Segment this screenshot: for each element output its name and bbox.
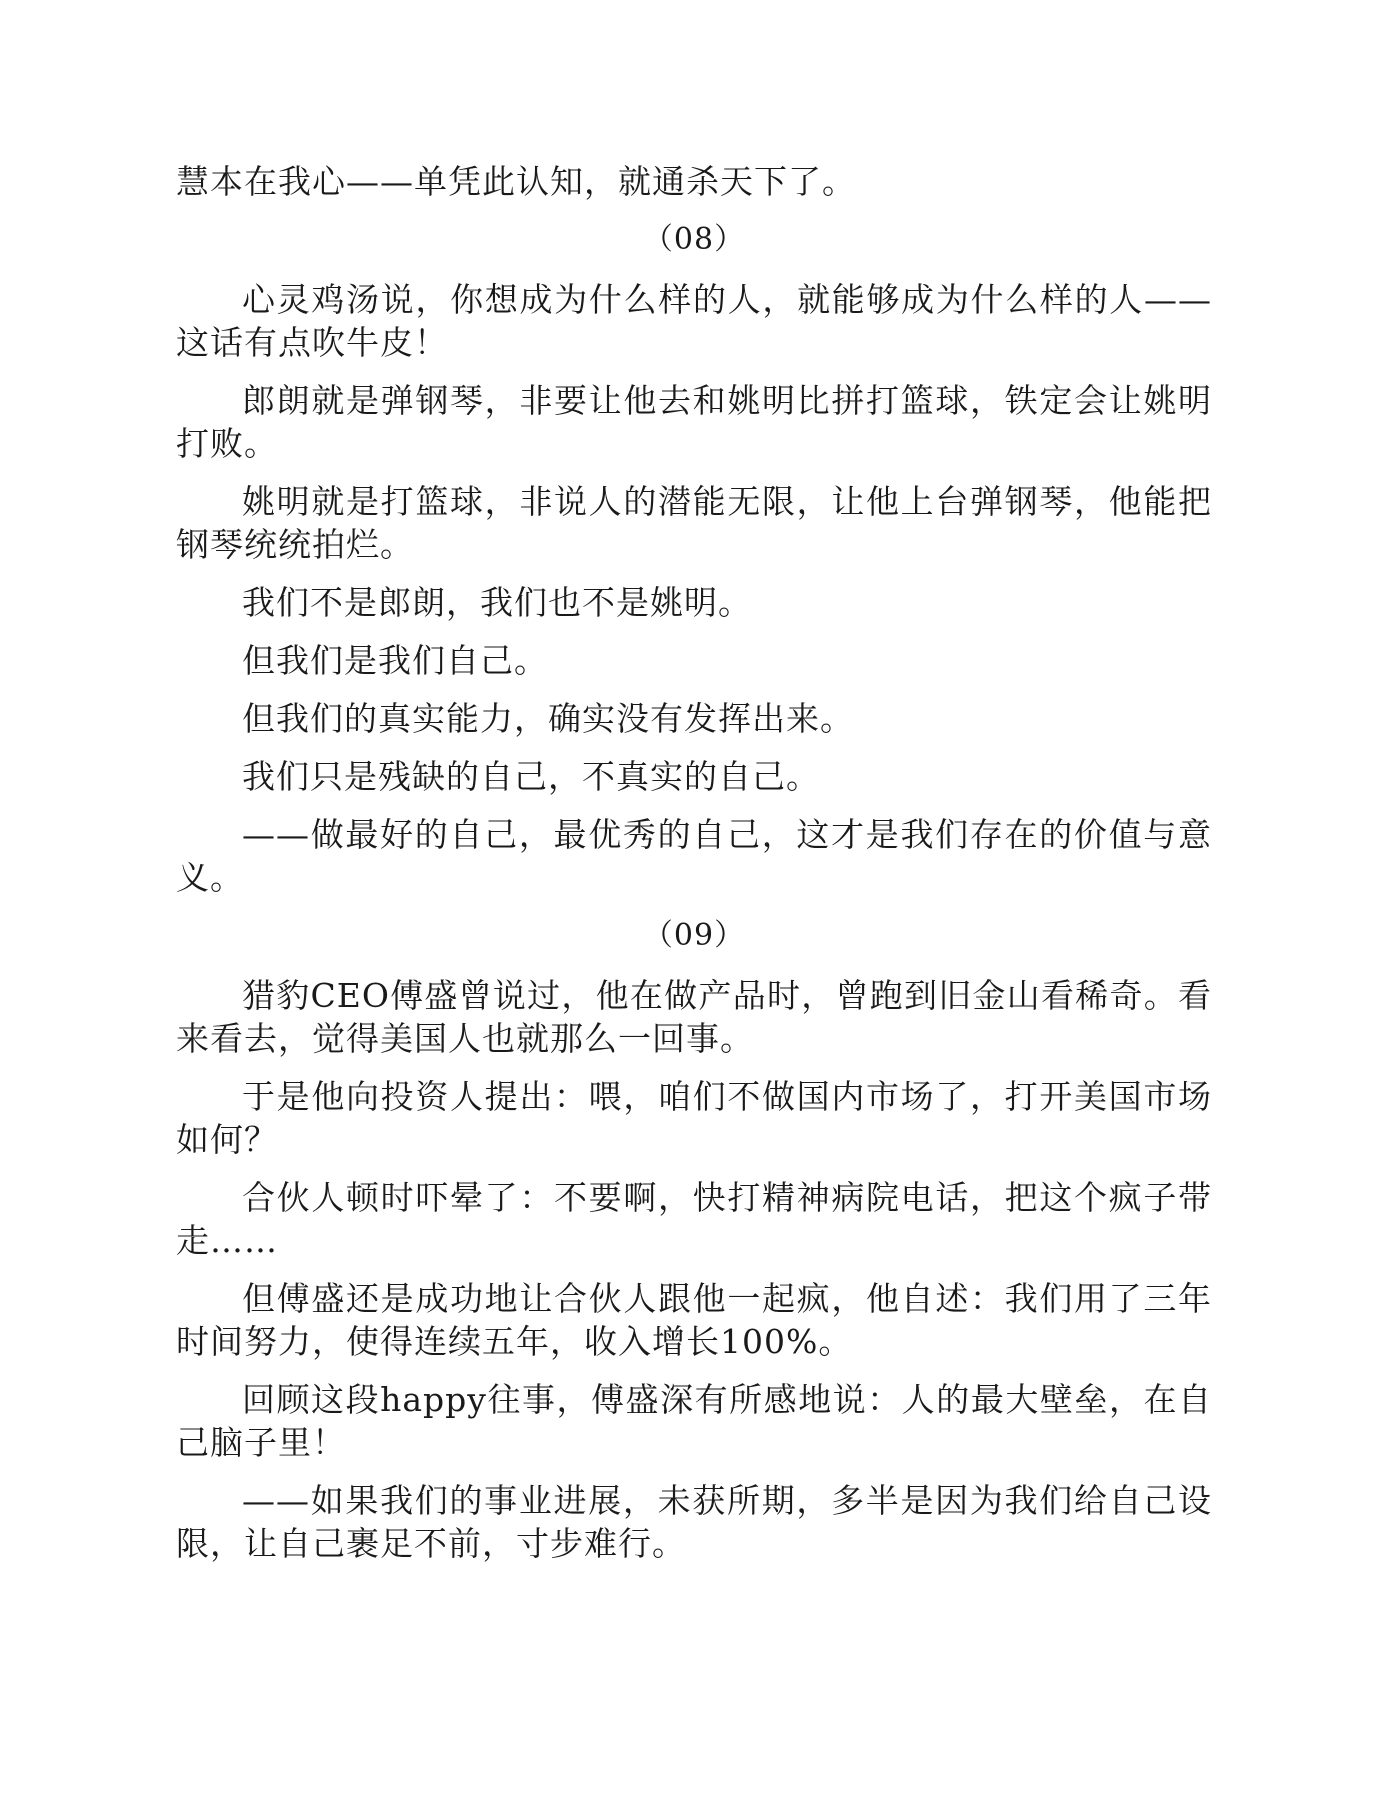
paragraph: 回顾这段happy往事，傅盛深有所感地说：人的最大壁垒，在自己脑子里！ <box>176 1380 1212 1462</box>
section-heading-08: （08） <box>642 222 746 257</box>
paragraph: 我们只是残缺的自己，不真实的自己。 <box>242 757 820 796</box>
paragraph: 猎豹CEO傅盛曾说过，他在做产品时，曾跑到旧金山看稀奇。看来看去，觉得美国人也就那么一回事。 <box>176 976 1212 1058</box>
section-heading-09: （09） <box>642 918 746 953</box>
paragraph: 但傅盛还是成功地让合伙人跟他一起疯，他自述：我们用了三年时间努力，使得连续五年，收入增长100%。 <box>176 1279 1212 1361</box>
paragraph: 合伙人顿时吓晕了：不要啊，快打精神病院电话，把这个疯子带走…… <box>176 1178 1212 1260</box>
paragraph: 心灵鸡汤说，你想成为什么样的人，就能够成为什么样的人——这话有点吹牛皮！ <box>176 280 1212 362</box>
paragraph: 我们不是郎朗，我们也不是姚明。 <box>242 583 752 622</box>
paragraph: 于是他向投资人提出：喂，咱们不做国内市场了，打开美国市场如何？ <box>176 1077 1212 1159</box>
paragraph: 但我们是我们自己。 <box>242 641 548 680</box>
paragraph: ——如果我们的事业进展，未获所期，多半是因为我们给自己设限，让自己裹足不前，寸步难行。 <box>176 1481 1212 1563</box>
paragraph: ——做最好的自己，最优秀的自己，这才是我们存在的价值与意义。 <box>176 815 1212 897</box>
document-body <box>176 160 1212 1580</box>
paragraph: 郎朗就是弹钢琴，非要让他去和姚明比拼打篮球，铁定会让姚明打败。 <box>176 381 1212 463</box>
paragraph: 但我们的真实能力，确实没有发挥出来。 <box>242 699 854 738</box>
paragraph: 姚明就是打篮球，非说人的潜能无限，让他上台弹钢琴，他能把钢琴统统拍烂。 <box>176 482 1212 564</box>
paragraph-continued: 慧本在我心——单凭此认知，就通杀天下了。 <box>176 162 856 201</box>
